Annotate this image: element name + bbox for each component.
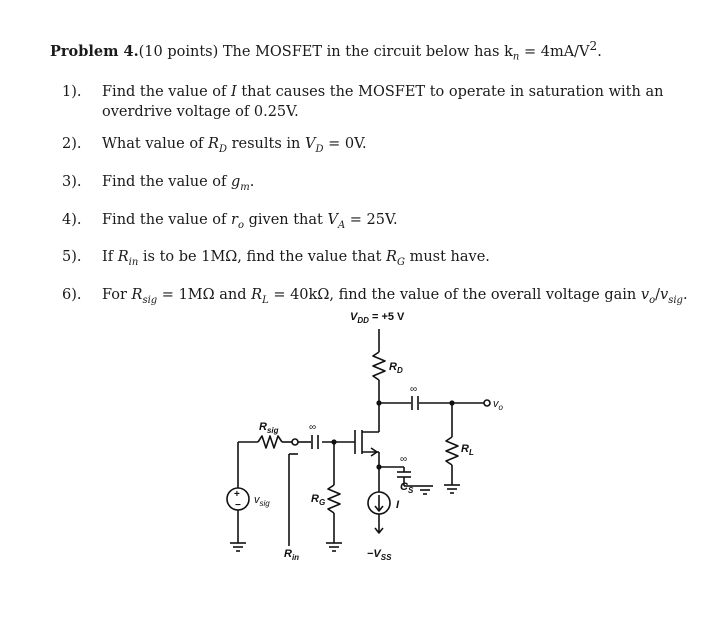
question-5 <box>50 247 690 273</box>
source-node <box>376 464 381 469</box>
rl-resistor <box>446 437 458 465</box>
question-text: For $R_{sig} = 1M\Omega$ and $R_L = 40k\Omega$, find the value of the overall voltage gain $v_o/v_{sig}$. <box>102 287 688 307</box>
question-number: 5). <box>62 249 82 266</box>
problem-intro: (10 points) The MOSFET in the circuit below has k <box>138 43 513 60</box>
kn-subscript: n <box>512 51 520 63</box>
question-text: Find the value of $g_m$. <box>102 173 255 193</box>
inf-input-cap: ∞ <box>309 422 317 433</box>
rd-label: $R_D$ <box>389 361 403 375</box>
vsig-label: $v_{sig}$ <box>254 494 270 508</box>
gate-node <box>331 439 336 444</box>
question-number: 2). <box>62 135 82 152</box>
vss-label: $-V_{SS}$ <box>367 548 392 562</box>
vo-terminal <box>484 400 490 406</box>
inf-output-cap: ∞ <box>410 384 418 395</box>
rl-label: $R_L$ <box>461 443 474 457</box>
problem-end: . <box>597 43 602 60</box>
rsig-resistor <box>258 436 282 448</box>
question-text: What value of $R_D$ results in $V_D = 0V$. <box>102 135 367 155</box>
vsig-minus: − <box>235 500 241 511</box>
input-node <box>292 439 298 445</box>
i-label: I <box>396 499 400 511</box>
problem-title <box>50 36 690 68</box>
rd-resistor <box>373 352 385 380</box>
problem-label: Problem 4. <box>50 42 139 60</box>
rg-resistor <box>328 485 340 513</box>
question-number: 6). <box>62 287 82 304</box>
question-number: 1). <box>62 83 82 100</box>
question-3 <box>50 172 690 198</box>
question-number: 4). <box>62 211 82 228</box>
question-4 <box>50 210 690 236</box>
rl-node <box>449 400 454 405</box>
question-text: Find the value of I that causes the MOSFET to operate in saturation with an overdrive voltage of 0.25V. <box>102 83 664 120</box>
drain-node <box>376 400 381 405</box>
kn-exponent: 2 <box>589 39 598 53</box>
circuit-diagram <box>0 296 714 622</box>
question-number: 3). <box>62 173 82 190</box>
vsig-plus: + <box>234 489 240 500</box>
kn-value: = 4mA/V <box>519 43 590 60</box>
vo-label: $v_o$ <box>493 398 503 412</box>
rg-label: $R_G$ <box>311 493 326 507</box>
question-text: If $R_{in}$ is to be 1MΩ, find the value that $R_G$ must have. <box>102 249 490 269</box>
problem-statement <box>50 36 690 323</box>
rsig-label: $R_{sig}$ <box>259 421 279 435</box>
question-text: Find the value of $r_o$ given that $V_A = 25V$. <box>102 211 398 231</box>
question-2 <box>50 134 690 160</box>
question-1 <box>50 82 690 122</box>
inf-cs-cap: ∞ <box>400 454 408 465</box>
cs-label: $C_S$ <box>400 481 414 495</box>
rin-label: $R_{in}$ <box>284 548 300 562</box>
vdd-label: $V_{DD} = +5$ V <box>350 311 405 325</box>
